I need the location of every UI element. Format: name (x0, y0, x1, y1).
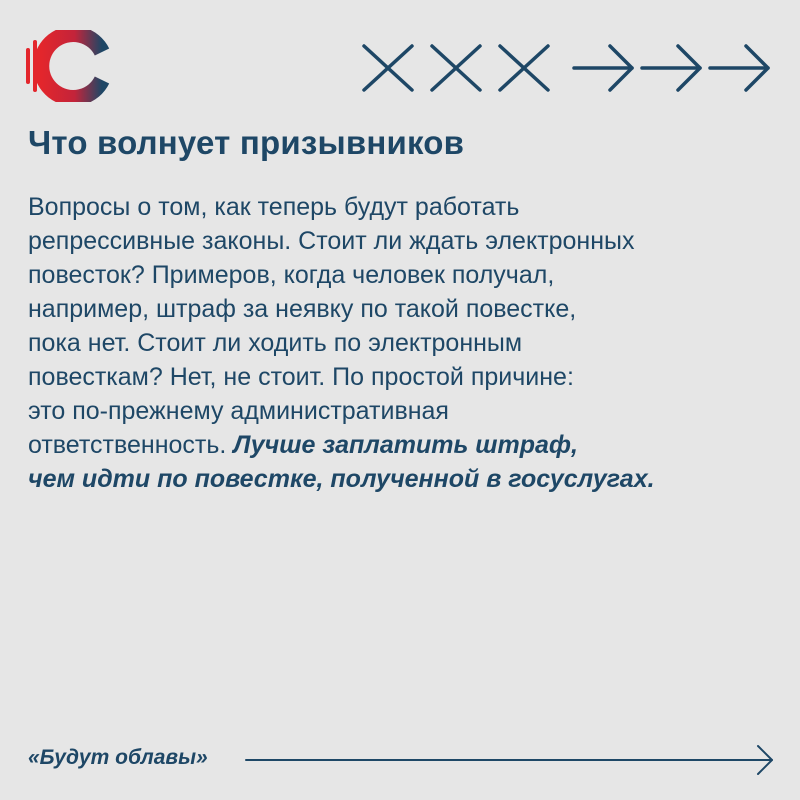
footer-label: «Будут облавы» (28, 746, 208, 769)
body-line-emphasis-part: Лучше заплатить штраф, (233, 431, 578, 459)
long-arrow-right-icon (244, 744, 776, 776)
body-line: повесток? Примеров, когда человек получал, (28, 261, 555, 289)
x-icon (432, 46, 480, 90)
body-line: Вопросы о том, как теперь будут работать (28, 193, 520, 221)
body-line: например, штраф за неявку по такой повестке, (28, 295, 577, 323)
x-icon (500, 46, 548, 90)
body-line: пока нет. Стоит ли ходить по электронным (28, 329, 523, 357)
body-line-normal-part: ответственность. (28, 431, 234, 459)
body-line: повесткам? Нет, не стоит. По простой причине: (28, 363, 574, 391)
body-line: репрессивные законы. Стоит ли ждать электронных (28, 227, 635, 255)
body-line: это по-прежнему административная (28, 397, 449, 425)
body-line-emphasis: чем идти по повестке, полученной в госуслугах. (28, 465, 655, 493)
arrow-right-icon (642, 46, 700, 90)
body-line-mixed (28, 428, 778, 462)
arrow-right-icon (710, 46, 768, 90)
page-title: Что волнует призывников (28, 124, 465, 161)
decor-pattern (360, 40, 772, 96)
arrow-right-icon (574, 46, 632, 90)
c-logo-icon (22, 30, 112, 102)
x-icon (364, 46, 412, 90)
body-text (28, 190, 778, 496)
